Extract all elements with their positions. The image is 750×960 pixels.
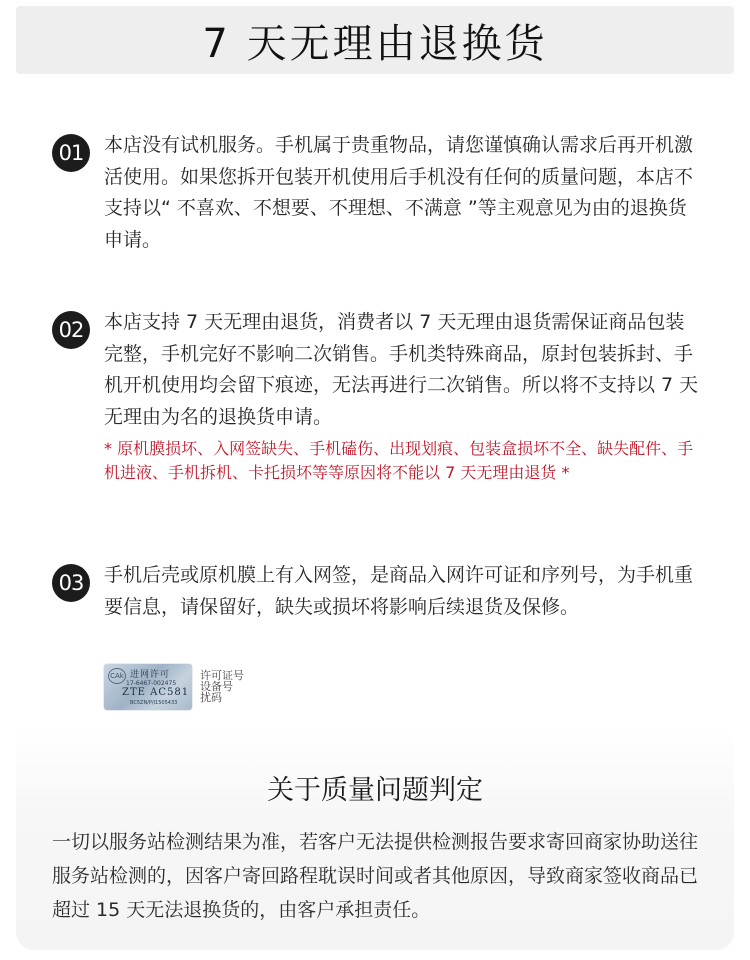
policy-text: 本店支持 7 天无理由退货，消费者以 7 天无理由退货需保证商品包装完整，手机完好不影响二次销售。手机类特殊商品，原封包装拆封、手机开机使用均会留下痕迹，无法再进行二次销售。所以将不支持以 7 天无理由为名的退换货申请。 <box>104 311 699 428</box>
quality-section <box>16 724 734 950</box>
number-badge: 03 <box>52 564 90 602</box>
callout-license-number: 许可证号 <box>200 669 244 682</box>
sticker-serial: BC5ZN/P/I1505433 <box>130 700 178 706</box>
callout-device-number: 设备号 <box>200 680 233 693</box>
policy-item-2 <box>52 307 702 485</box>
policy-item-1 <box>52 130 702 256</box>
sticker-title: 进网许可 <box>130 670 171 680</box>
network-license-sticker <box>104 664 192 710</box>
sticker-model: ZTE AC581 <box>122 687 190 698</box>
quality-text: 一切以服务站检测结果为准，若客户无法提供检测报告要求寄回商家协助送往服务站检测的，因客户寄回路程耽误时间或者其他原因，导致商家签收商品已超过 15 天无法退换货的，由客户承担责任。 <box>52 831 699 921</box>
number-badge: 01 <box>52 134 90 172</box>
quality-title: 关于质量问题判定 <box>267 775 483 806</box>
network-license-label-image <box>104 664 244 710</box>
label-callouts <box>200 670 244 703</box>
policy-text: 本店没有试机服务。手机属于贵重物品，请您谨慎确认需求后再开机激活使用。如果您拆开包装开机使用后手机没有任何的质量问题，本店不支持以“ 不喜欢、不想要、不理想、不满意 ”等主观意见为由的退换货申请。 <box>104 134 694 251</box>
title-banner <box>16 6 734 74</box>
license-logo-icon: CAk <box>108 668 126 684</box>
callout-scramble-code: 扰码 <box>200 691 222 704</box>
page-title: 7 天无理由退换货 <box>202 20 548 67</box>
number-badge: 02 <box>52 311 90 349</box>
warning-note: * 原机膜损坏、入网签缺失、手机磕伤、出现划痕、包装盒损坏不全、缺失配件、手机进液、手机拆机、卡托损坏等等原因将不能以 7 天无理由退货 * <box>104 439 694 482</box>
policy-text: 手机后壳或原机膜上有入网签，是商品入网许可证和序列号，为手机重要信息，请保留好，缺失或损坏将影响后续退货及保修。 <box>104 564 694 618</box>
sticker-license-code: 17-6467-002475 <box>126 680 177 687</box>
policy-item-3 <box>52 560 702 623</box>
